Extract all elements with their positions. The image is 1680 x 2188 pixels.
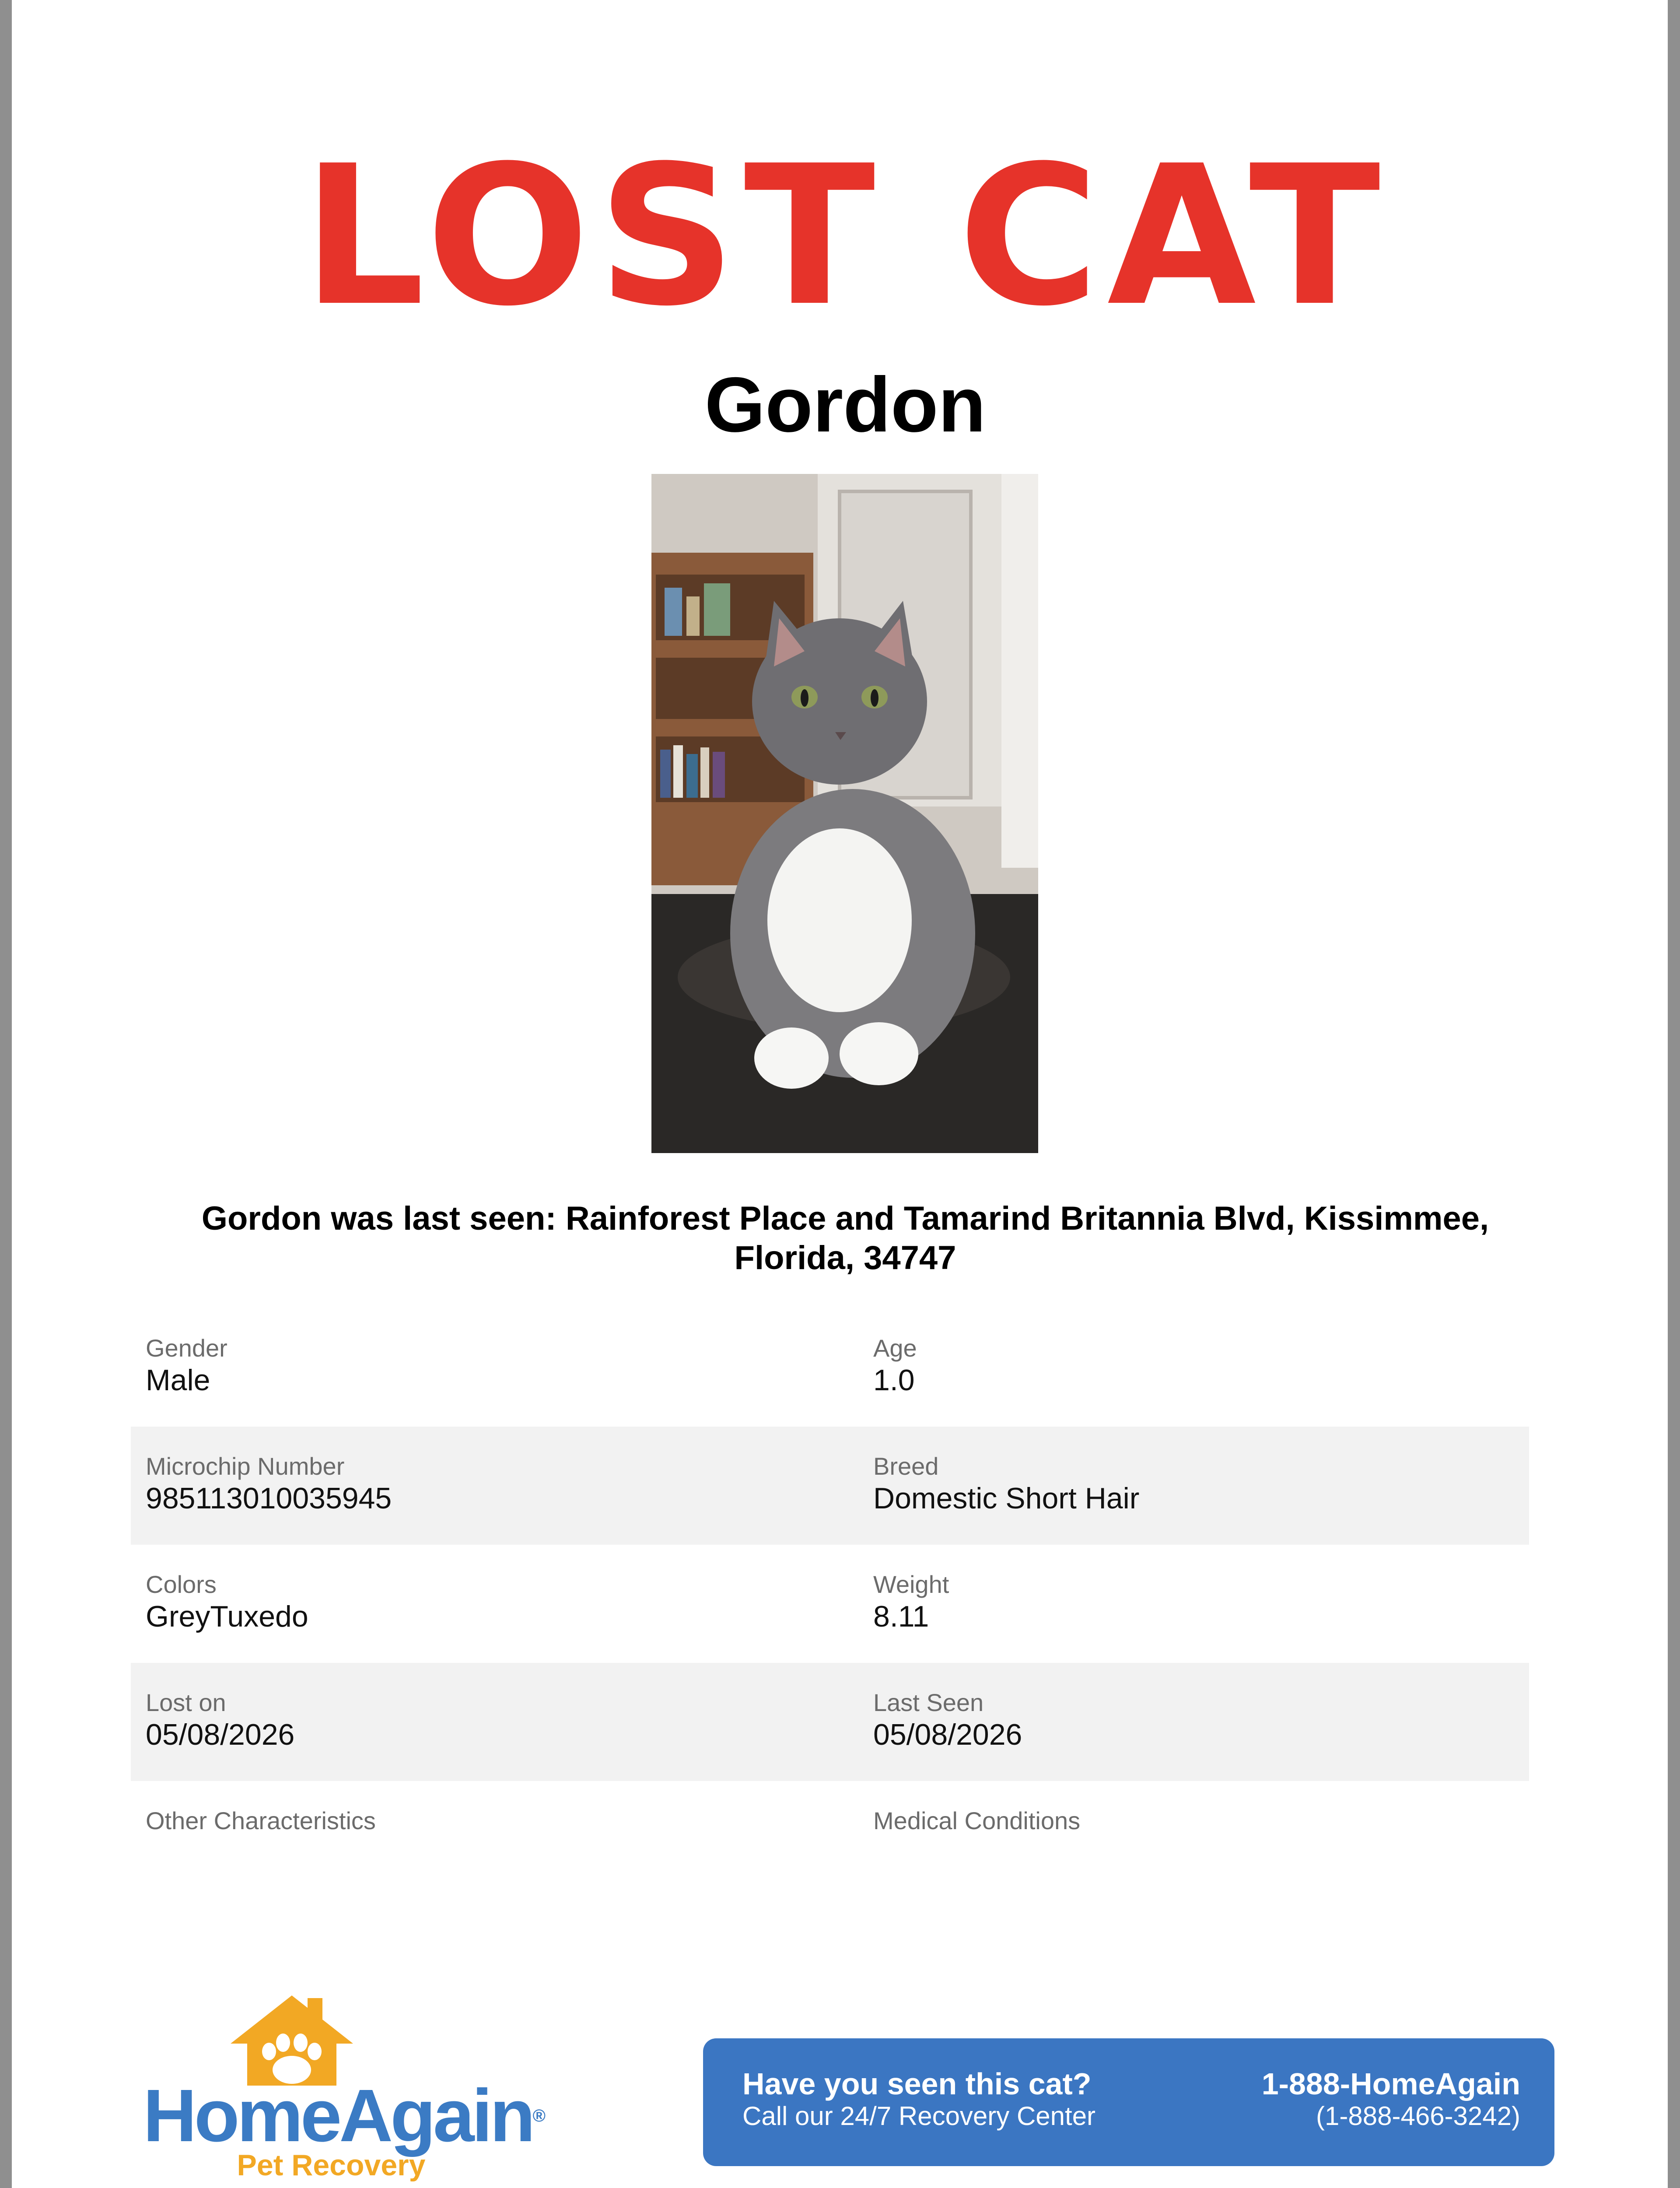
callout-cta: Call our 24/7 Recovery Center [742,2101,1096,2131]
last-seen-location: Gordon was last seen: Rainforest Place and Tamarind Britannia Blvd, Kissimmee, Florida, 34747 [201,1200,1489,1276]
detail-value: 05/08/2026 [873,1718,1022,1751]
detail-value: Male [146,1364,210,1397]
detail-value: 1.0 [873,1364,915,1397]
detail-last-seen [873,1688,1022,1752]
detail-label: Colors [146,1571,217,1598]
house-paw-icon [222,1995,362,2087]
detail-label: Other Characteristics [146,1807,376,1834]
callout-phone-name[interactable]: 1-888-HomeAgain [1261,2067,1520,2101]
logo-word: HomeAgain [143,2074,533,2157]
detail-breed [873,1452,1139,1516]
detail-label: Last Seen [873,1689,984,1716]
detail-label: Medical Conditions [873,1807,1081,1834]
detail-label: Microchip Number [146,1452,345,1480]
callout-phone-number[interactable]: (1-888-466-3242) [1316,2101,1520,2131]
detail-colors [146,1570,308,1634]
detail-row [131,1781,1529,1899]
detail-value: 05/08/2026 [146,1718,295,1751]
poster-headline: LOST CAT [302,124,1389,348]
detail-label: Lost on [146,1689,226,1716]
detail-value: GreyTuxedo [146,1600,308,1633]
detail-other-characteristics [146,1806,376,1835]
detail-row [131,1427,1529,1545]
detail-row [131,1545,1529,1663]
detail-row [131,1663,1529,1781]
pet-details-table [131,1308,1529,1899]
registered-mark: ® [532,2106,546,2125]
homeagain-logo [143,1995,546,2182]
detail-label: Weight [873,1571,949,1598]
recovery-callout [703,2038,1554,2166]
logo-wordmark [143,2074,546,2157]
pet-photo [651,474,1038,1153]
detail-microchip [146,1452,392,1516]
logo-tagline: Pet Recovery [237,2149,426,2182]
detail-medical-conditions [873,1806,1080,1835]
pet-name: Gordon [704,361,986,448]
detail-row [131,1308,1529,1427]
detail-age [873,1334,917,1398]
detail-label: Breed [873,1452,939,1480]
detail-weight [873,1570,949,1634]
detail-value: Domestic Short Hair [873,1482,1140,1515]
detail-lost-on [146,1688,294,1752]
poster-sheet [12,0,1668,2188]
detail-value: 8.11 [873,1600,929,1633]
detail-value: 985113010035945 [146,1482,392,1515]
detail-gender [146,1334,228,1398]
detail-label: Age [873,1334,917,1362]
callout-question: Have you seen this cat? [742,2067,1092,2101]
left-gutter [0,0,12,2188]
detail-label: Gender [146,1334,228,1362]
cat-photo-illustration [651,474,1038,1153]
